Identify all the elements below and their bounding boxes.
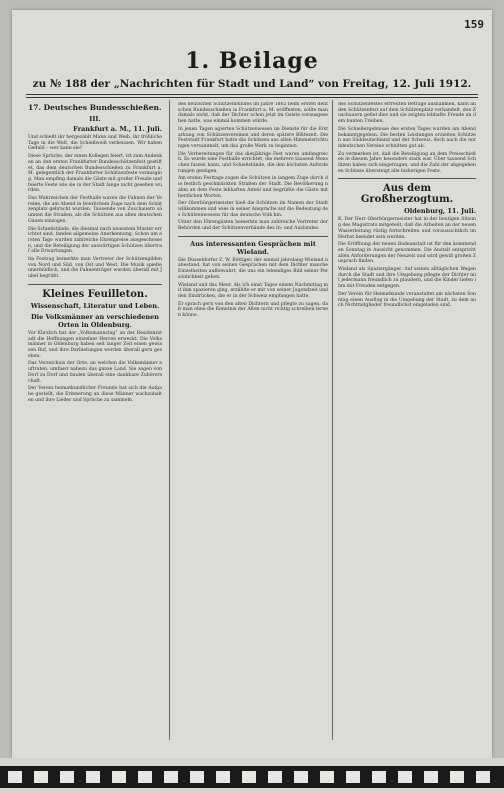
article-paragraph: Wieland als Spaziergänger. Auf seinen alltäglichen Wegen durch die Stadt und ihre Umgebung pflegte der Dichter mit jedermann freundlich zu plaudern, und die Kinder liefen ihm mit Freuden entgegen.	[338, 267, 476, 290]
article-paragraph: Die Düsseldorfer Z. W. Böttiger, der einmal jahrelang Wieland nahestand, hat von seinen Gesprächen mit dem Dichter manche Einzelheiten aufbewahrt, die uns ein lebendiges Bild seiner Persönlichkeit geben.	[178, 257, 328, 280]
article-paragraph: K. Der Herr Oberbürgermeister hat in der heutigen Sitzung des Magistrats mitgeteilt, daß die Arbeiten an der neuen Wasserleitung rüstig fortschreiten und voraussichtlich im Herbst beendet sein werden.	[338, 217, 476, 240]
supplement-title: 1. Beilage	[185, 48, 319, 74]
article-paragraph: Die Eröffnung der neuen Badeanstalt ist für den kommenden Sonntag in Aussicht genommen. Die Anstalt entspricht allen Anforderungen der Neuzeit und wird gewiß großen Zuspruch finden.	[338, 242, 476, 265]
article-paragraph: Der Verein für Heimatkunde veranstaltet am nächsten Sonntag einen Ausflug in die Umgebung der Stadt, zu dem auch Nichtmitglieder freundlichst eingeladen sind.	[338, 291, 476, 309]
supplement-subtitle: zu № 188 der „Nachrichten für Stadt und Land“ von Freitag, 12. Juli 1912.	[32, 78, 472, 90]
column-divider	[332, 100, 333, 740]
article-paragraph: In jenen Tagen agierten Schützenwesen im Dienste für die Erstarkung von Schützenvereinen und deren spätere Blütezeit. Die Feststadt Frankfurt hatte die Schützen aus allen Himmelsrichtungen versammelt, um das große Werk zu beginnen.	[178, 126, 328, 149]
feuilleton-subheading: Wissenschaft, Literatur und Leben.	[30, 301, 160, 310]
article-paragraph: Der Oberbürgermeister hieß die Schützen im Namen der Stadt willkommen und wies in seiner Ansprache auf die Bedeutung des Schützenwesens für das deutsche Volk hin.	[178, 201, 328, 218]
article-paragraph: Die Vorbereitungen für das diesjährige Fest waren umfangreich. Es wurde eine Festhalle errichtet, die mehrere tausend Menschen fassen kann, und Schießstände, die den höchsten Anforderungen genügen.	[178, 151, 328, 174]
column-1	[28, 102, 162, 738]
section-part-number: III.	[89, 115, 101, 123]
feuilleton-heading: Kleines Feuilleton.	[42, 288, 148, 300]
article-paragraph: Unter den Ehrengästen bemerkte man zahlreiche Vertreter der Behörden und der Schützenverbände des In- und Auslandes.	[178, 220, 328, 232]
article-paragraph: Am ersten Festtage zogen die Schützen in langem Zuge durch die festlich geschmückten Straßen der Stadt. Die Bevölkerung nahm an dem Feste lebhaften Anteil und begrüßte die Gäste mit herzlichen Worten.	[178, 176, 328, 199]
section-heading: 17. Deutsches Bundesschießen.	[28, 103, 162, 112]
dateline: Oldenburg, 11. Juli.	[404, 207, 476, 216]
article-paragraph: des deutschen Schützenbundes im Jahre 1862 beim ersten deutschen Bundesschießen in Frankfurt a. M. eröffneten, sollte man damals nicht, daß der Dichter schon jetzt im Geiste vorausgesehen hatte, was einmal kommen würde.	[178, 102, 328, 125]
feuilleton-article-title: Die Volksmänner an verschiedenen Orten in Oldenburg.	[30, 312, 160, 329]
header-rule-bottom	[26, 97, 478, 98]
article-paragraph: des Schützenfestes erfreuten Beträge ausnahmen, kann an den Schützenfest auf dem Schützenplatz verhandelt, den Zuschauern gefiel dies und sie zeigten lebhafte Freude an dem bunten Treiben.	[338, 102, 476, 125]
article-paragraph: Zu vermerken ist, daß die Beteiligung an dem Preisschießen in diesem Jahre besonders stark war. Über tausend Schützen haben sich eingetragen, und die Zahl der abgegebenen Schüsse übersteigt alle bisherigen Feste.	[338, 151, 476, 174]
article-paragraph: Das Wahrzeichen der Festhalle waren die Fahnen der Vereine, die am Abend in feierlichem Zuge nach dem Schützenplatz gebracht wurden. Tausende von Zuschauern säumten die Straßen, als die Schützen aus allen deutschen Gauen einzogen.	[28, 196, 162, 224]
newspaper-page	[12, 10, 492, 758]
regional-section-heading: Aus dem Großherzogtum.	[360, 183, 454, 206]
column-divider	[169, 100, 170, 740]
article-paragraph: Und schießt ihr hergezählt Mann und Weib, ihr fröhliche Tage in die Welt, die Schießweiß verbeissen. Wir haben Geduld – wer kann sie?	[28, 135, 162, 152]
page-number: 159	[464, 18, 484, 31]
header-rule-top	[26, 94, 478, 95]
section-divider	[338, 178, 476, 179]
article-paragraph: Diese Sprüche, der einen Kollegen feiert, ist zum Andenken an den ersten Frankfurter Bundesschützenfest gestiftet, das dem deutschen Bundesschießen zu Frankfurt a. M. gelegentlich der Frankfurter Schützenfeste vorausging. Man empfing damals die Gäste mit großer Freude und feierte Feste wie sie in der Stadt lange nicht gesehen wurden.	[28, 154, 162, 194]
feuilleton-paragraph: Der Verein heimatkundlicher Freunde hat sich die Aufgabe gestellt, die Erinnerung an diese Männer wachzuhalten und ihre Lieder und Sprüche zu sammeln.	[28, 386, 162, 403]
article-heading: Aus interessanten Gesprächen mit Wieland.	[190, 239, 316, 256]
column-2	[178, 102, 328, 738]
article-paragraph: Die Schießstände, die diesmal nach neuestem Muster errichtet sind, fanden allgemeine Anerkennung. Schon am ersten Tage wurden zahlreiche Ehrenpreise ausgeschossen, und die Beteiligung der auswärtigen Schützen übertraf alle Erwartungen.	[28, 226, 162, 255]
feuilleton-paragraph: Das Verzeichnis der Orte, an welchen die Volksmänner auftraten, umfasst nahezu das ganze Land. Sie zogen von Dorf zu Dorf und fanden überall eine dankbare Zuhörerschaft.	[28, 361, 162, 384]
dateline: Frankfurt a. M., 11. Juli.	[73, 125, 162, 133]
article-paragraph: Wieland und das Meer. Als ich einst Tages einem Nachmittag mit ihm spazieren ging, erzählte er mir von seiner Jugendzeit und den Eindrücken, die er in der Schweiz empfangen hatte.	[178, 282, 328, 299]
article-paragraph: Die Schießergebnisse des ersten Tages wurden am Abend bekanntgegeben. Die besten Leistungen erzielten Schützen aus Süddeutschland und der Schweiz, doch auch die norddeutschen Vereine schnitten gut ab.	[338, 126, 476, 149]
feuilleton-paragraph: Vor Kürzlich hat der „Volksmannstag“ an der Residenzstadt die Hoffnungen einzelner Herren erweckt. Die Volksmänner in Oldenburg haben seit langer Zeit einen gewissen Ruf, und ihre Darbietungen werden überall gern gesehen.	[28, 330, 162, 359]
scan-edge-strip	[0, 766, 504, 788]
section-divider	[178, 236, 328, 237]
article-paragraph: Er sprach gern von den alten Dichtern und pflegte zu sagen, daß man ohne die Kenntnis der Alten nicht richtig schreiben lernen könne.	[178, 301, 328, 319]
article-paragraph: Im Festzug bemerkte man Vertreter der Schützengilden von Nord und Süd, von Ost und West. Die Musik spielte unermüdlich, und die Fahnenträger wurden überall mit Jubel begrüßt.	[28, 257, 162, 280]
column-3	[338, 102, 476, 738]
section-divider	[28, 284, 162, 285]
